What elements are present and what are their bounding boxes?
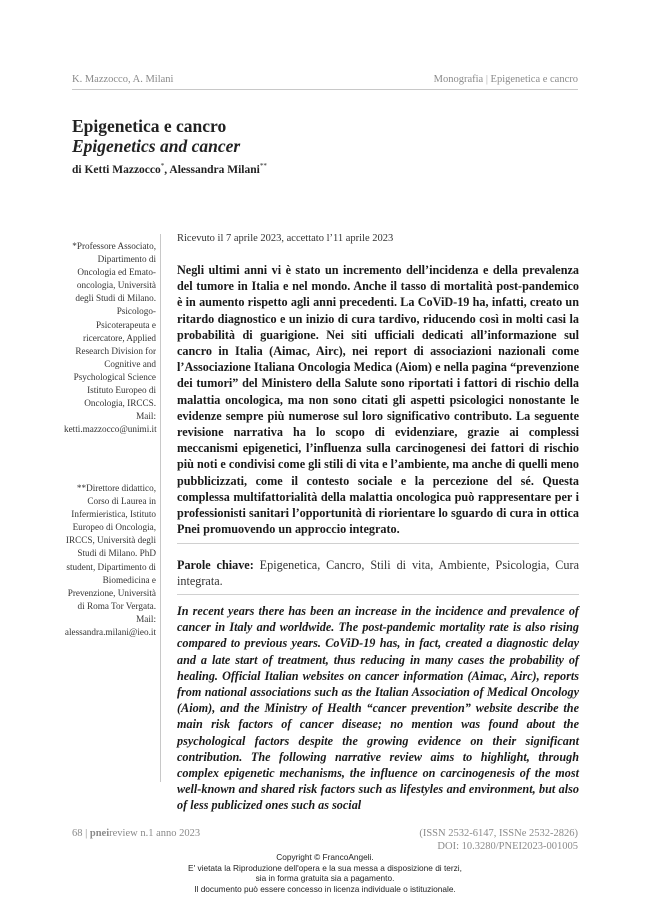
copyright-line-1: Copyright © FrancoAngeli. <box>276 852 374 862</box>
author-separator: , <box>164 163 170 176</box>
section-label: Monografia <box>433 74 484 85</box>
keywords-rule-bottom <box>177 594 579 595</box>
author-1: Ketti Mazzocco <box>84 163 161 176</box>
author-by: di <box>72 163 85 176</box>
sidebar-rule <box>160 234 161 782</box>
keywords <box>177 557 579 589</box>
keywords-rule-top <box>177 543 579 544</box>
author-2: Alessandra Milani <box>169 163 260 176</box>
affiliation-second-author: **Direttore didattico, Corso di Laurea in Infermieristica, Istituto Europeo di Oncologia, IRCCS, Università degli Studi di Milano. PhD student, Dipartimento di Biomedicina e Prevenzione, Università di Roma Tor Vergata. Mail: alessandra.milani@ieo.it <box>64 483 156 638</box>
journal-issue: review n.1 anno 2023 <box>109 828 201 839</box>
copyright-line-4: Il documento può essere concesso in licenza individuale o istituzionale. <box>194 883 456 894</box>
footer-identifiers <box>419 827 578 853</box>
copyright-line-2: E' vietata la Riproduzione dell'opera e la sua messa a disposizione di terzi, <box>188 862 462 873</box>
section-topic: Epigenetica e cancro <box>490 74 578 85</box>
received-date: Ricevuto il 7 aprile 2023, accettato l’11 aprile 2023 <box>177 233 394 244</box>
header-rule <box>72 89 578 90</box>
keywords-label: Parole chiave: <box>177 558 254 572</box>
author-2-mark: ** <box>259 162 267 170</box>
running-header-authors: K. Mazzocco, A. Milani <box>72 74 174 85</box>
keywords-text: Epigenetica, Cancro, Stili di vita, Ambiente, Psicologia, Cura integrata. <box>177 558 579 589</box>
journal-name-bold: pnei <box>89 828 110 839</box>
footer-page-journal: 68 | pneireview n.1 anno 2023 <box>72 828 201 839</box>
abstract-italian: Negli ultimi anni vi è stato un incremento dell’incidenza e della prevalenza del tumore in Italia e nel mondo. Anche il tasso di mortalità post-pandemico è in aumento rispetto agli anni precedenti. La CoViD-19 ha, infatti, creato un ritardo diagnostico e un inizio di cura tardivo, riducendo così in molti casi la probabilità di guarigione. Nei siti ufficiali dedicati all’informazione sul cancro in Italia (Aimac, Airc), nei report di associazioni nazionali come l’Associazione Italiana Oncologia Medica (Aiom) e nella pagina “prevenzione dei tumori” del Ministero della Salute sono riportati i fattori di rischio della malattia oncologica, ma non sono citati gli aspetti psicologici nonostante le evidenze sempre più numerose sul loro significativo contributo. La seguente revisione narrativa ha lo scopo di evidenziare, grazie ai complessi meccanismi epigenetici, l’influenza sulla carcinogenesi dei fattori di rischio più noti e condivisi come gli stili di vita e l’ambiente, ma anche di quelli meno pubblicizzati, come il contesto sociale e la percezione del sé. Questa complessa multifattorialità della malattia oncologica può rappresentare per i professionisti sanitari l’opportunità di riorientare lo sguardo di cura in ottica Pnei promuovendo un approccio integrato. <box>177 263 579 537</box>
header-separator: | <box>485 74 491 85</box>
title-italian: Epigenetica e cancro <box>72 116 227 136</box>
title-english: Epigenetics and cancer <box>72 136 241 156</box>
abstract-english: In recent years there has been an increase in the incidence and prevalence of cancer in Italy and worldwide. The post-pandemic mortality rate is also rising compared to previous years. CoViD-19 has, in fact, created a diagnostic delay and a late start of treatment, thus reducing in many cases the probability of healing. Official Italian websites on cancer information (Aimac, Airc), reports from national associations such as the Italian Association of Medical Oncology (Aiom), and the Ministry of Health “cancer prevention” website describe the main risk factors of cancer disease; no mention was found about the psychological factors despite the growing evidence on their significant contribution. The following narrative review aims to highlight, through complex epigenetic mechanisms, the influence on carcinogenesis of the most well-known and shared risk factors such as lifestyles and environment, but also of less publicized ones such as social <box>177 604 579 813</box>
doi: DOI: 10.3280/PNEI2023-001005 <box>437 841 578 852</box>
affiliation-first-author: *Professore Associato, Dipartimento di Oncologia ed Emato-oncologia, Università degli Studi di Milano. Psicologo-Psicoterapeuta e ricercatore, Applied Research Division for Cognitive and Psychological Science Istituto Europeo di Oncologia, IRCCS. Mail: ketti.mazzocco@unimi.it <box>64 241 157 435</box>
page-number: 68 <box>72 828 83 839</box>
author-line <box>72 162 267 176</box>
author-1-mark: * <box>160 162 165 170</box>
issn: (ISSN 2532-6147, ISSNe 2532-2826) <box>419 828 578 839</box>
running-header-section <box>434 74 578 85</box>
copyright-line-3: sia in forma gratuita sia a pagamento. <box>255 873 395 883</box>
copyright-notice <box>0 852 650 894</box>
